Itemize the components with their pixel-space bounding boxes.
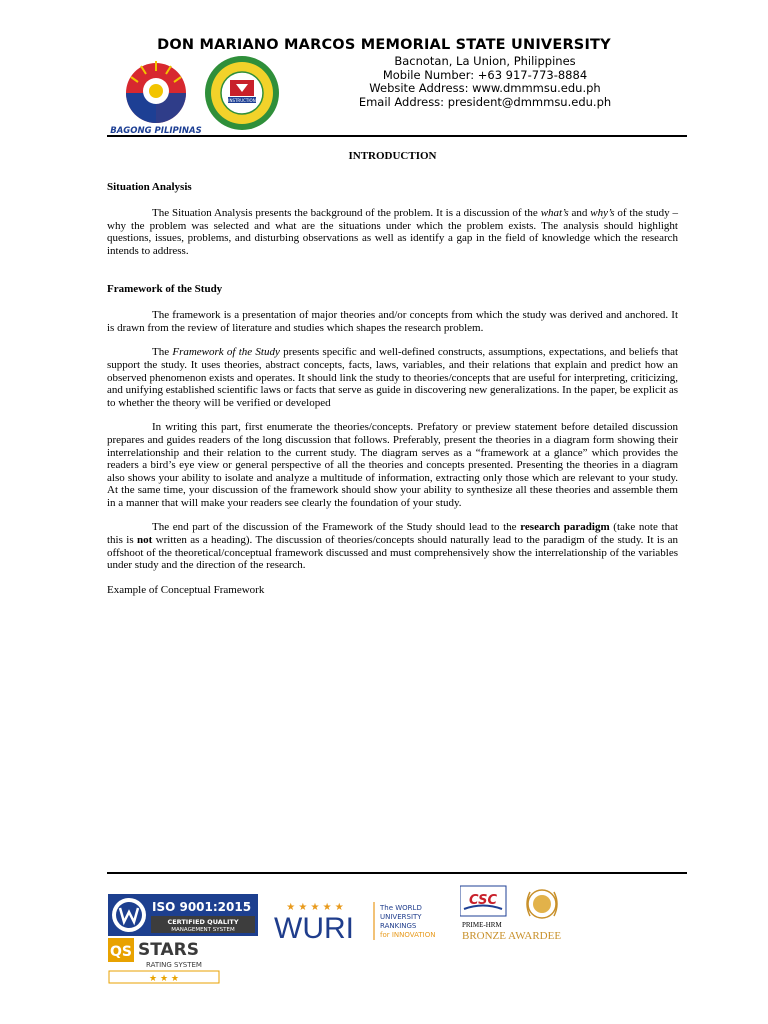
qs-rating-stars-icon: ★ ★ ★ — [149, 974, 179, 984]
bronze-award-icon — [527, 890, 557, 918]
wuri-line-2: UNIVERSITY — [380, 913, 422, 921]
framework-paragraph-2: The Framework of the Study presents specific and well-defined constructs, assumptions, expectations, and beliefs that support the study. It uses theories, abstract concepts, facts, laws, variables, and their relations that explain and predict how an observed phenomenon exists and operates. It should link the study to theories/concepts that are useful for interpreting, criticizing, and unifying established scientific laws or facts that serve as guide in discovering new generalizations. In the paper, be explicit as to whether the theory will be verified or developed — [107, 346, 679, 409]
csc-line-2: BRONZE AWARDEE — [462, 930, 562, 942]
wuri-line-4: for INNOVATION — [380, 931, 436, 939]
framework-paragraph-4: The end part of the discussion of the Framework of the Study should lead to the research paradigm (take note that this is not written as a heading). The discussion of theories/concepts should naturally lead to the paradigm of the study. It is an offshoot of the theoretical/conceptual framework discussed and must comprehensively show the interrelationship of the variables under study and the direction of the research. — [107, 521, 679, 572]
framework-heading: Framework of the Study — [107, 282, 223, 295]
wuri-logo — [270, 896, 455, 948]
email-address: Email Address: president@dmmmsu.edu.ph — [358, 94, 612, 109]
qs-title: STARS — [138, 940, 200, 960]
situation-analysis-paragraph: The Situation Analysis presents the background of the problem. It is a discussion of the what’s and why’s of the study – why the problem was selected and what are the situations under which the problem exists. The analysis should highlight questions, issues, problems, and disturbing observations as well as identify a gap in the field of knowledge which the research intends to address. — [107, 207, 678, 257]
contact-block — [290, 55, 680, 109]
mobile-number: Mobile Number: +63 917-773-8884 — [382, 67, 588, 82]
csc-prime-hrm-logo — [460, 882, 564, 944]
qs-mark: QS — [110, 944, 132, 960]
situation-analysis-heading: Situation Analysis — [107, 180, 192, 193]
csc-mark: CSC — [469, 893, 497, 908]
header-divider — [107, 135, 687, 137]
footer-divider — [107, 872, 687, 874]
iso-certification-logo — [108, 894, 258, 936]
document-body — [107, 148, 678, 596]
wuri-line-3: RANKINGS — [380, 922, 417, 930]
framework-paragraph-3: In writing this part, first enumerate the theories/concepts. Prefatory or preview statement before detailed discussion prepares and guides readers of the long discussion that follows. Preferably, present the theories in a diagram form showing their interrelationship and their relation to the current study. The diagram serves as a “framework at a glance” which provides the readers a bird’s eye view or general perspective of all the theories and concepts presented. Presenting the theories in a diagram also shows your ability to isolate and analyze a multitude of information, extracting only those which are relevant to your study. At the same time, your discussion of the framework should show your ability to synthesize all these theories and assemble them in a manner that will make your readers see clearly the foundation of your study. — [107, 421, 678, 509]
university-address: Bacnotan, La Union, Philippines — [394, 54, 576, 68]
website-address: Website Address: www.dmmmsu.edu.ph — [369, 81, 601, 95]
bagong-pilipinas-caption: BAGONG PILIPINAS — [110, 126, 202, 135]
iso-sub-2: MANAGEMENT SYSTEM — [171, 927, 235, 933]
framework-paragraph-1: The framework is a presentation of major theories and/or concepts from which the study was derived and anchored. It is drawn from the review of literature and studies which shapes the research problem. — [107, 309, 678, 334]
document-title: INTRODUCTION — [348, 150, 437, 162]
bagong-pilipinas-logo — [107, 57, 205, 135]
footer — [0, 878, 768, 1008]
example-caption: Example of Conceptual Framework — [107, 583, 265, 596]
iso-title: ISO 9001:2015 — [152, 900, 252, 914]
qs-stars-logo — [108, 938, 223, 986]
university-seal-logo — [200, 54, 284, 132]
wuri-stars-icon: ★ ★ ★ ★ ★ — [286, 902, 344, 913]
iso-sub-1: CERTIFIED QUALITY — [167, 918, 239, 926]
university-name: DON MARIANO MARCOS MEMORIAL STATE UNIVERSITY — [157, 37, 611, 53]
csc-line-1: PRIME-HRM — [462, 921, 502, 929]
qs-sub: RATING SYSTEM — [146, 961, 202, 969]
seal-inner-text: INSTRUCTION — [228, 98, 256, 103]
wuri-mark: WURI — [274, 912, 354, 945]
wuri-line-1: The WORLD — [380, 904, 422, 912]
